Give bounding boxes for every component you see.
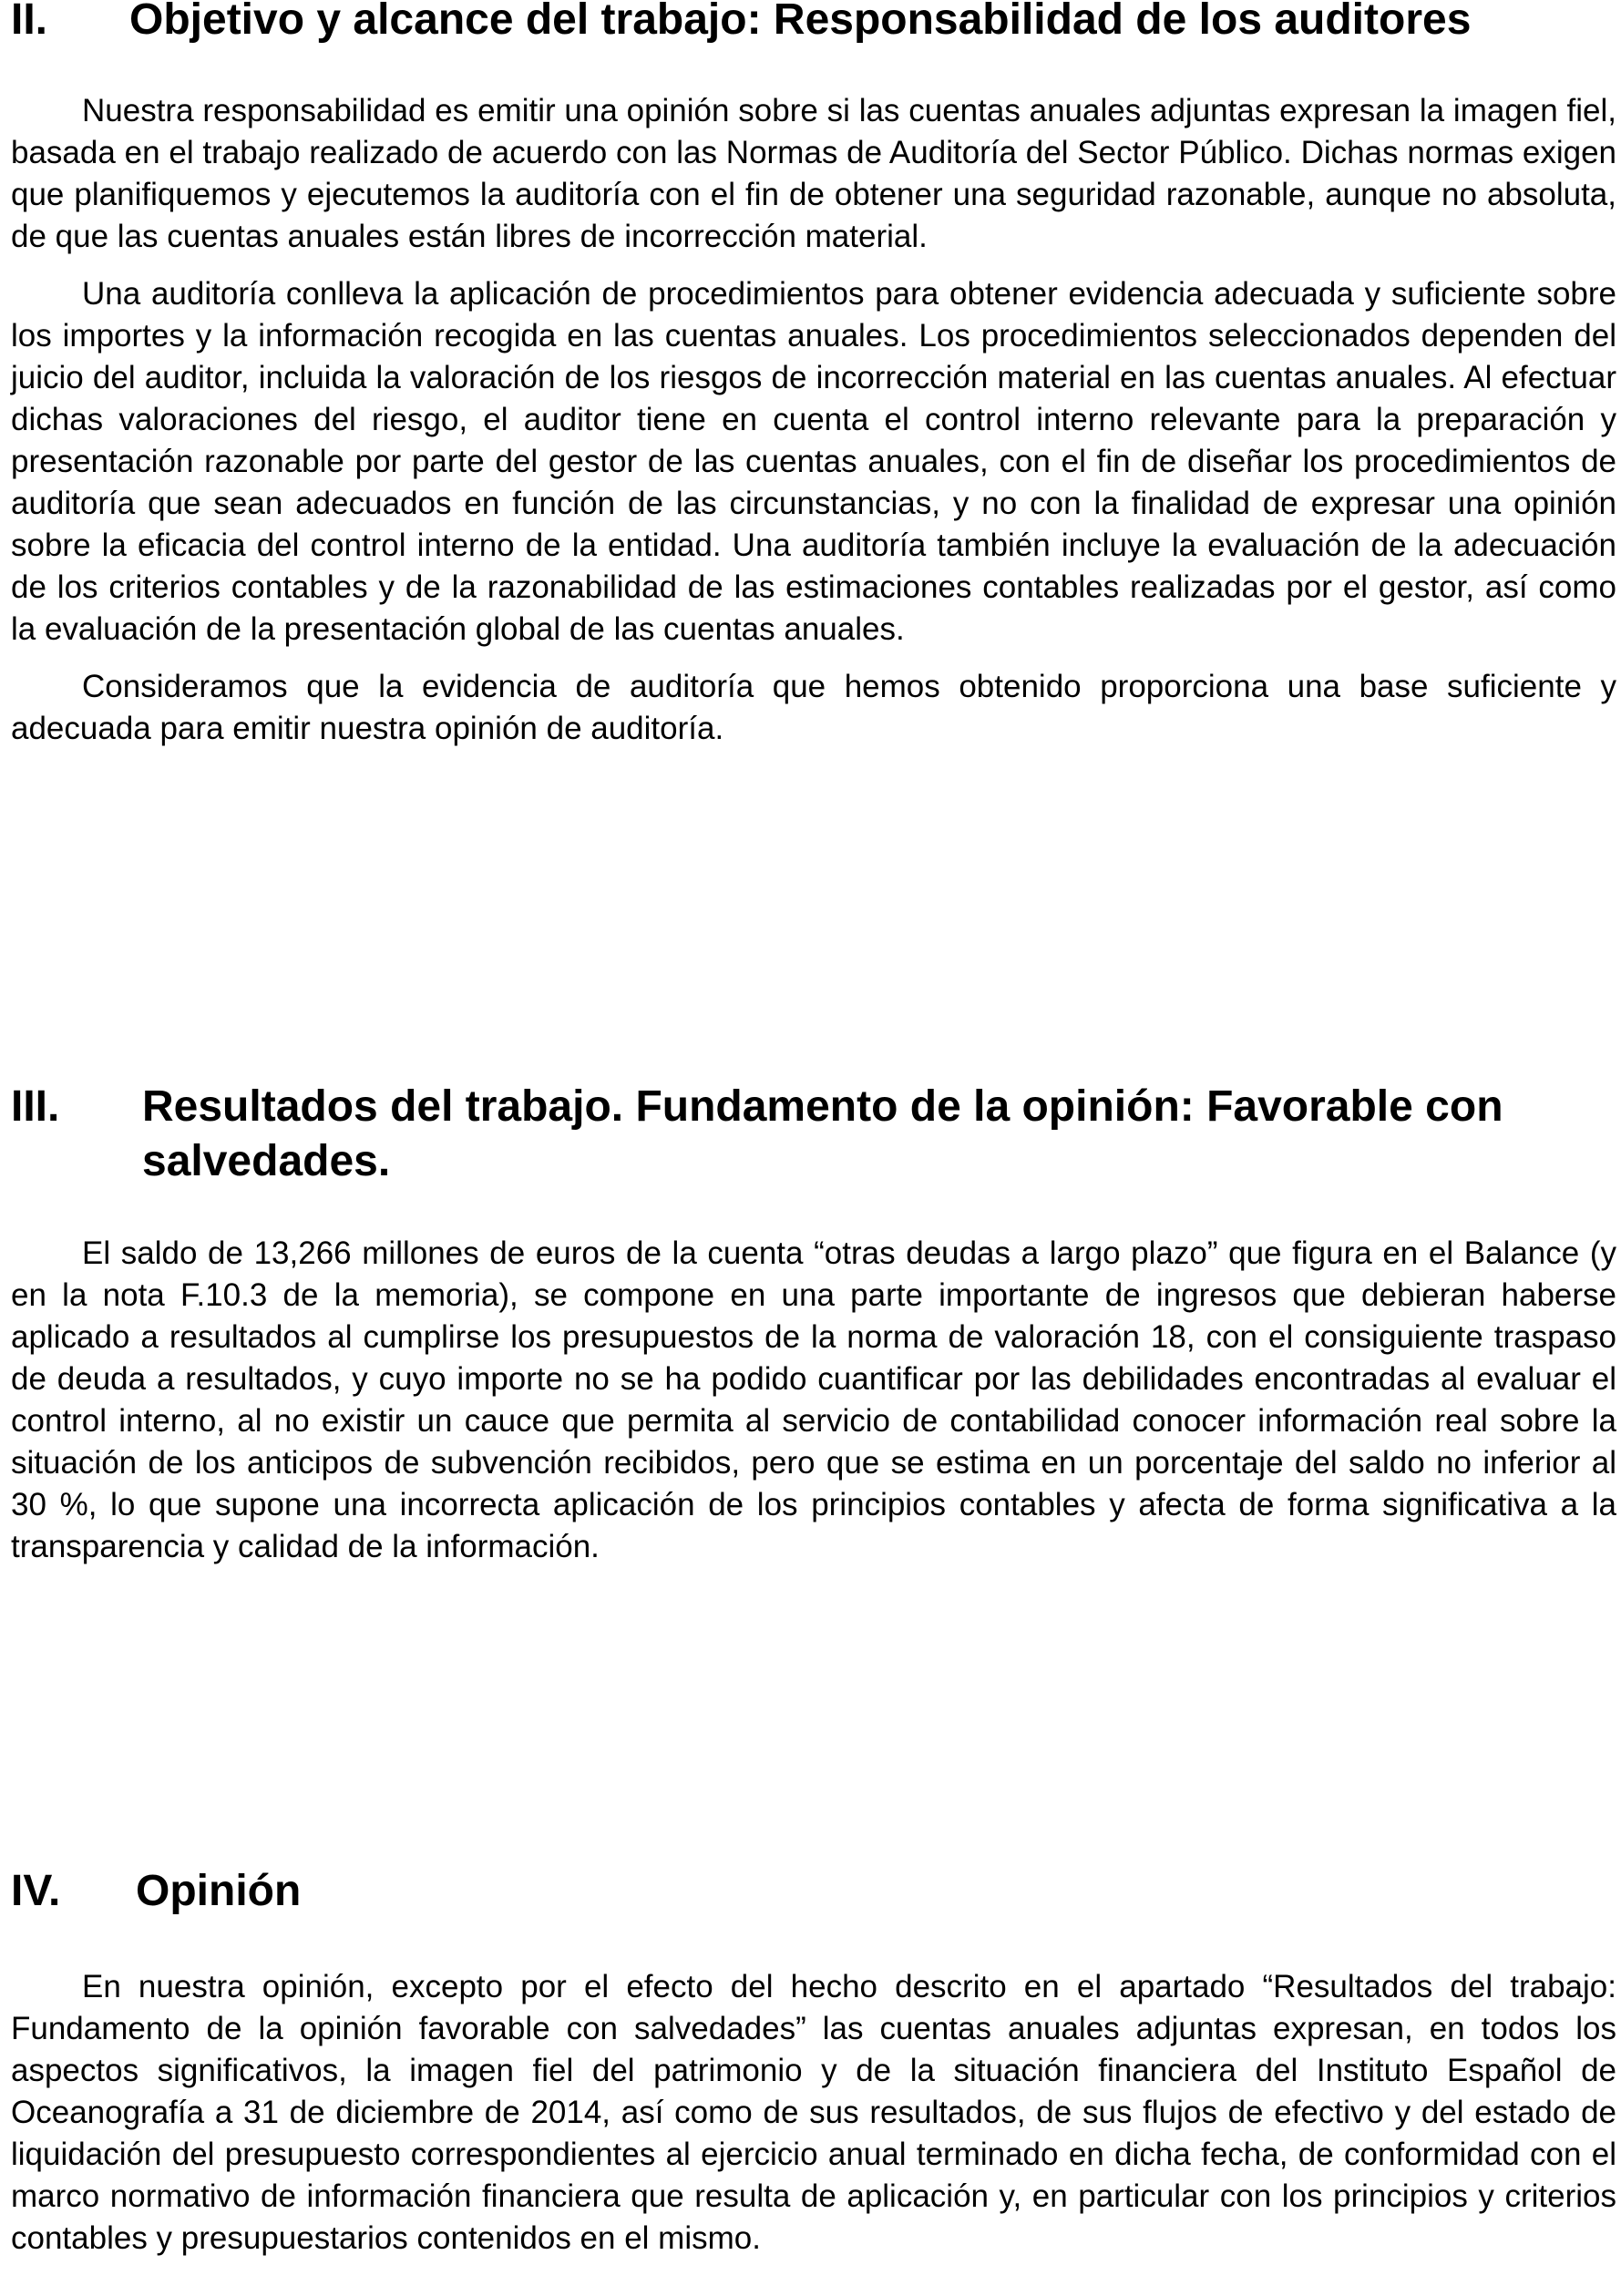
paragraph: El saldo de 13,266 millones de euros de la cuenta “otras deudas a largo plazo” que figura en el Balance (y en la nota F.10.3 de la memoria), se compone en una parte importante de ingresos que debieran haberse aplicado a resultados al cumplirse los presupuestos de la norma de valoración 18, con el consiguiente traspaso de deuda a resultados, y cuyo importe no se ha podido cuantificar por las debilidades encontradas al evaluar el control interno, al no existir un cauce que permita al servicio de contabilidad conocer información real sobre la situación de los anticipos de subvención recibidos, pero que se estima en un porcentaje del saldo no inferior al 30 %, lo que supone una incorrecta aplicación de los principios contables y afecta de forma significativa a la transparencia y calidad de la información.	[11, 1235, 1616, 1564]
section-heading	[11, 1080, 1616, 1189]
section-resultados	[11, 1080, 1616, 1189]
paragraph: En nuestra opinión, excepto por el efecto del hecho descrito en el apartado “Resultados del trabajo: Fundamento de la opinión favorable con salvedades” las cuentas anuales adjuntas expresan, en todos los aspectos significativos, la imagen fiel del patrimonio y de la situación financiera del Instituto Español de Oceanografía a 31 de diciembre de 2014, así como de sus resultados, de sus flujos de efectivo y del estado de liquidación del presupuesto correspondientes al ejercicio anual terminado en dicha fecha, de conformidad con el marco normativo de información financiera que resulta de aplicación y, en particular con los principios y criterios contables y presupuestarios contenidos en el mismo.	[11, 1969, 1616, 2256]
paragraph: Consideramos que la evidencia de auditoría que hemos obtenido proporciona una base suficiente y adecuada para emitir nuestra opinión de auditoría.	[11, 669, 1616, 746]
section-objetivo-alcance	[11, 0, 1616, 47]
section-body-objetivo-alcance	[11, 90, 1616, 750]
section-title: Opinión	[136, 1867, 302, 1915]
section-body-opinion	[11, 1966, 1616, 2260]
section-opinion	[11, 1864, 1616, 1919]
paragraph: Nuestra responsabilidad es emitir una opinión sobre si las cuentas anuales adjuntas expresan la imagen fiel, basada en el trabajo realizado de acuerdo con las Normas de Auditoría del Sector Público. Dichas normas exigen que planifiquemos y ejecutemos la auditoría con el fin de obtener una seguridad razonable, aunque no absoluta, de que las cuentas anuales están libres de incorrección material.	[11, 93, 1616, 254]
section-title: Objetivo y alcance del trabajo: Responsabilidad de los auditores	[129, 0, 1472, 44]
section-heading	[11, 0, 1616, 47]
paragraph: Una auditoría conlleva la aplicación de procedimientos para obtener evidencia adecuada y suficiente sobre los importes y la información recogida en las cuentas anuales. Los procedimientos seleccionados dependen del juicio del auditor, incluida la valoración de los riesgos de incorrección material en las cuentas anuales. Al efectuar dichas valoraciones del riesgo, el auditor tiene en cuenta el control interno relevante para la preparación y presentación razonable por parte del gestor de las cuentas anuales, con el fin de diseñar los procedimientos de auditoría que sean adecuados en función de las circunstancias, y no con la finalidad de expresar una opinión sobre la eficacia del control interno de la entidad. Una auditoría también incluye la evaluación de la adecuación de los criterios contables y de la razonabilidad de las estimaciones contables realizadas por el gestor, así como la evaluación de la presentación global de las cuentas anuales.	[11, 276, 1616, 647]
section-number: III.	[11, 1082, 60, 1131]
section-number: II.	[11, 0, 48, 44]
section-body-resultados	[11, 1233, 1616, 1568]
section-number: IV.	[11, 1867, 61, 1915]
section-heading	[11, 1864, 1616, 1919]
section-title: Resultados del trabajo. Fundamento de la opinión: Favorable con salvedades.	[142, 1082, 1503, 1185]
